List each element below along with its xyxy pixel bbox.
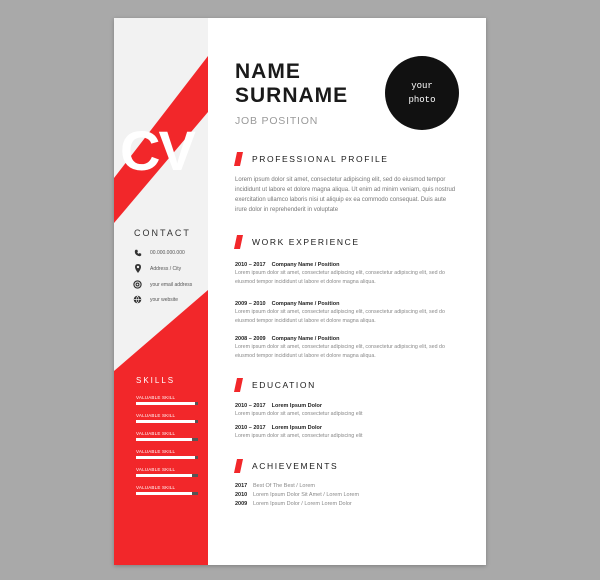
bottom-red-block — [114, 290, 208, 565]
phone-icon — [133, 248, 142, 257]
name-line: NAME — [235, 60, 301, 83]
job-company: Company Name / Position — [271, 336, 340, 342]
education-years: 2010 – 2017 — [235, 425, 266, 431]
job-heading — [235, 301, 339, 307]
skill-label: VALUABLE SKILL — [136, 449, 176, 454]
job-years: 2010 – 2017 — [235, 262, 266, 268]
skill-item — [136, 467, 198, 477]
achievement-year: 2017 — [235, 483, 248, 489]
achievement-item — [235, 492, 359, 498]
education-name: Lorem Ipsum Dolor — [271, 425, 323, 431]
full-name — [235, 60, 348, 108]
section-marker-icon — [234, 235, 243, 249]
skill-item — [136, 395, 198, 405]
photo-label-line1: your — [411, 81, 433, 91]
skill-bar — [136, 492, 198, 495]
at-sign-icon — [133, 280, 142, 289]
skill-label: VALUABLE SKILL — [136, 431, 176, 436]
job-years: 2008 – 2009 — [235, 336, 266, 342]
section-marker-icon — [234, 152, 243, 166]
achievement-text: Lorem Ipsum Dolor Sit Amet / Lorem Lorem — [253, 492, 360, 498]
skills-title: SKILLS — [136, 376, 176, 385]
education-name: Lorem Ipsum Dolor — [271, 403, 323, 409]
photo-label-line2: photo — [408, 95, 436, 105]
job-years: 2009 – 2010 — [235, 301, 266, 307]
education-heading — [235, 403, 322, 409]
photo-label — [397, 79, 447, 107]
job-heading — [235, 336, 339, 342]
skill-bar-rest — [195, 402, 198, 405]
globe-icon — [133, 295, 142, 304]
contact-email — [133, 280, 192, 289]
section-marker-icon — [234, 378, 243, 392]
education-years: 2010 – 2017 — [235, 403, 266, 409]
job-company: Company Name / Position — [271, 262, 340, 268]
sidebar-red-shapes — [114, 18, 208, 565]
skill-bar-rest — [192, 474, 198, 477]
achievement-item — [235, 501, 352, 507]
achievement-year: 2009 — [235, 501, 248, 507]
section-marker-icon — [234, 459, 243, 473]
achievement-item — [235, 483, 315, 489]
skill-label: VALUABLE SKILL — [136, 395, 176, 400]
photo-placeholder — [385, 56, 459, 130]
achievement-text: Best Of The Best / Lorem — [253, 483, 315, 489]
contact-phone — [133, 248, 185, 257]
skill-bar — [136, 438, 198, 441]
skill-bar-rest — [192, 492, 198, 495]
job-description: Lorem ipsum dolor sit amet, consectetur adipiscing elit, consectetur adipiscing elit, sed do eiusmod tempor incididunt ut labore et dolore magna aliqua. — [235, 344, 445, 359]
cv-sheet — [114, 18, 486, 565]
education-heading — [235, 425, 322, 431]
cv-logo — [114, 112, 208, 192]
contact-title: CONTACT — [134, 228, 191, 238]
contact-address-text: Address / City — [150, 265, 182, 272]
skill-bar — [136, 402, 198, 405]
contact-website — [133, 295, 178, 304]
education-text: Lorem ipsum dolor sit amet, consectetur adipiscing elit — [235, 411, 363, 417]
skill-label: VALUABLE SKILL — [136, 485, 176, 490]
contact-email-text: your email address — [150, 281, 193, 288]
education-title: EDUCATION — [252, 380, 316, 390]
profile-title: PROFESSIONAL PROFILE — [252, 154, 389, 164]
job-position: JOB POSITION — [235, 115, 319, 127]
skill-item — [136, 485, 198, 495]
achievement-text: Lorem Ipsum Dolor / Lorem Lorem Dolor — [253, 501, 352, 507]
job-description: Lorem ipsum dolor sit amet, consectetur adipiscing elit, consectetur adipiscing elit, sed do eiusmod tempor incididunt ut labore et dolore magna aliqua. — [235, 270, 445, 285]
job-heading — [235, 262, 339, 268]
contact-website-text: your website — [150, 296, 179, 303]
achievement-year: 2010 — [235, 492, 248, 498]
skill-item — [136, 431, 198, 441]
surname-line: SURNAME — [235, 84, 349, 107]
sidebar — [114, 18, 208, 565]
skill-item — [136, 413, 198, 423]
skill-label: VALUABLE SKILL — [136, 413, 176, 418]
contact-phone-text: 00.000.000.000 — [150, 249, 185, 256]
skill-bar-rest — [192, 438, 198, 441]
job-company: Company Name / Position — [271, 301, 340, 307]
profile-text: Lorem ipsum dolor sit amet, consectetur adipiscing elit, sed do eiusmod tempor incididunt ut labore et dolore magna aliqua. Ut enim ad minim veniam, quis nostrud exercitation ullamco laboris nisi ut aliquip ex ea commodo consequat. Duis aute irure dolor in reprehenderit in voluptate — [235, 177, 456, 213]
skill-bar — [136, 456, 198, 459]
achievements-title: ACHIEVEMENTS — [252, 461, 339, 471]
skill-bar — [136, 474, 198, 477]
skill-item — [136, 449, 198, 459]
skill-bar — [136, 420, 198, 423]
job-description: Lorem ipsum dolor sit amet, consectetur adipiscing elit, consectetur adipiscing elit, sed do eiusmod tempor incididunt ut labore et dolore magna aliqua. — [235, 309, 445, 324]
skill-bar-rest — [195, 420, 198, 423]
skill-bar-rest — [195, 456, 198, 459]
experience-title: WORK EXPERIENCE — [252, 237, 360, 247]
skill-label: VALUABLE SKILL — [136, 467, 176, 472]
cv-logo-text: CV — [120, 119, 194, 182]
location-pin-icon — [133, 264, 142, 273]
education-text: Lorem ipsum dolor sit amet, consectetur adipiscing elit — [235, 433, 363, 439]
contact-address — [133, 264, 181, 273]
